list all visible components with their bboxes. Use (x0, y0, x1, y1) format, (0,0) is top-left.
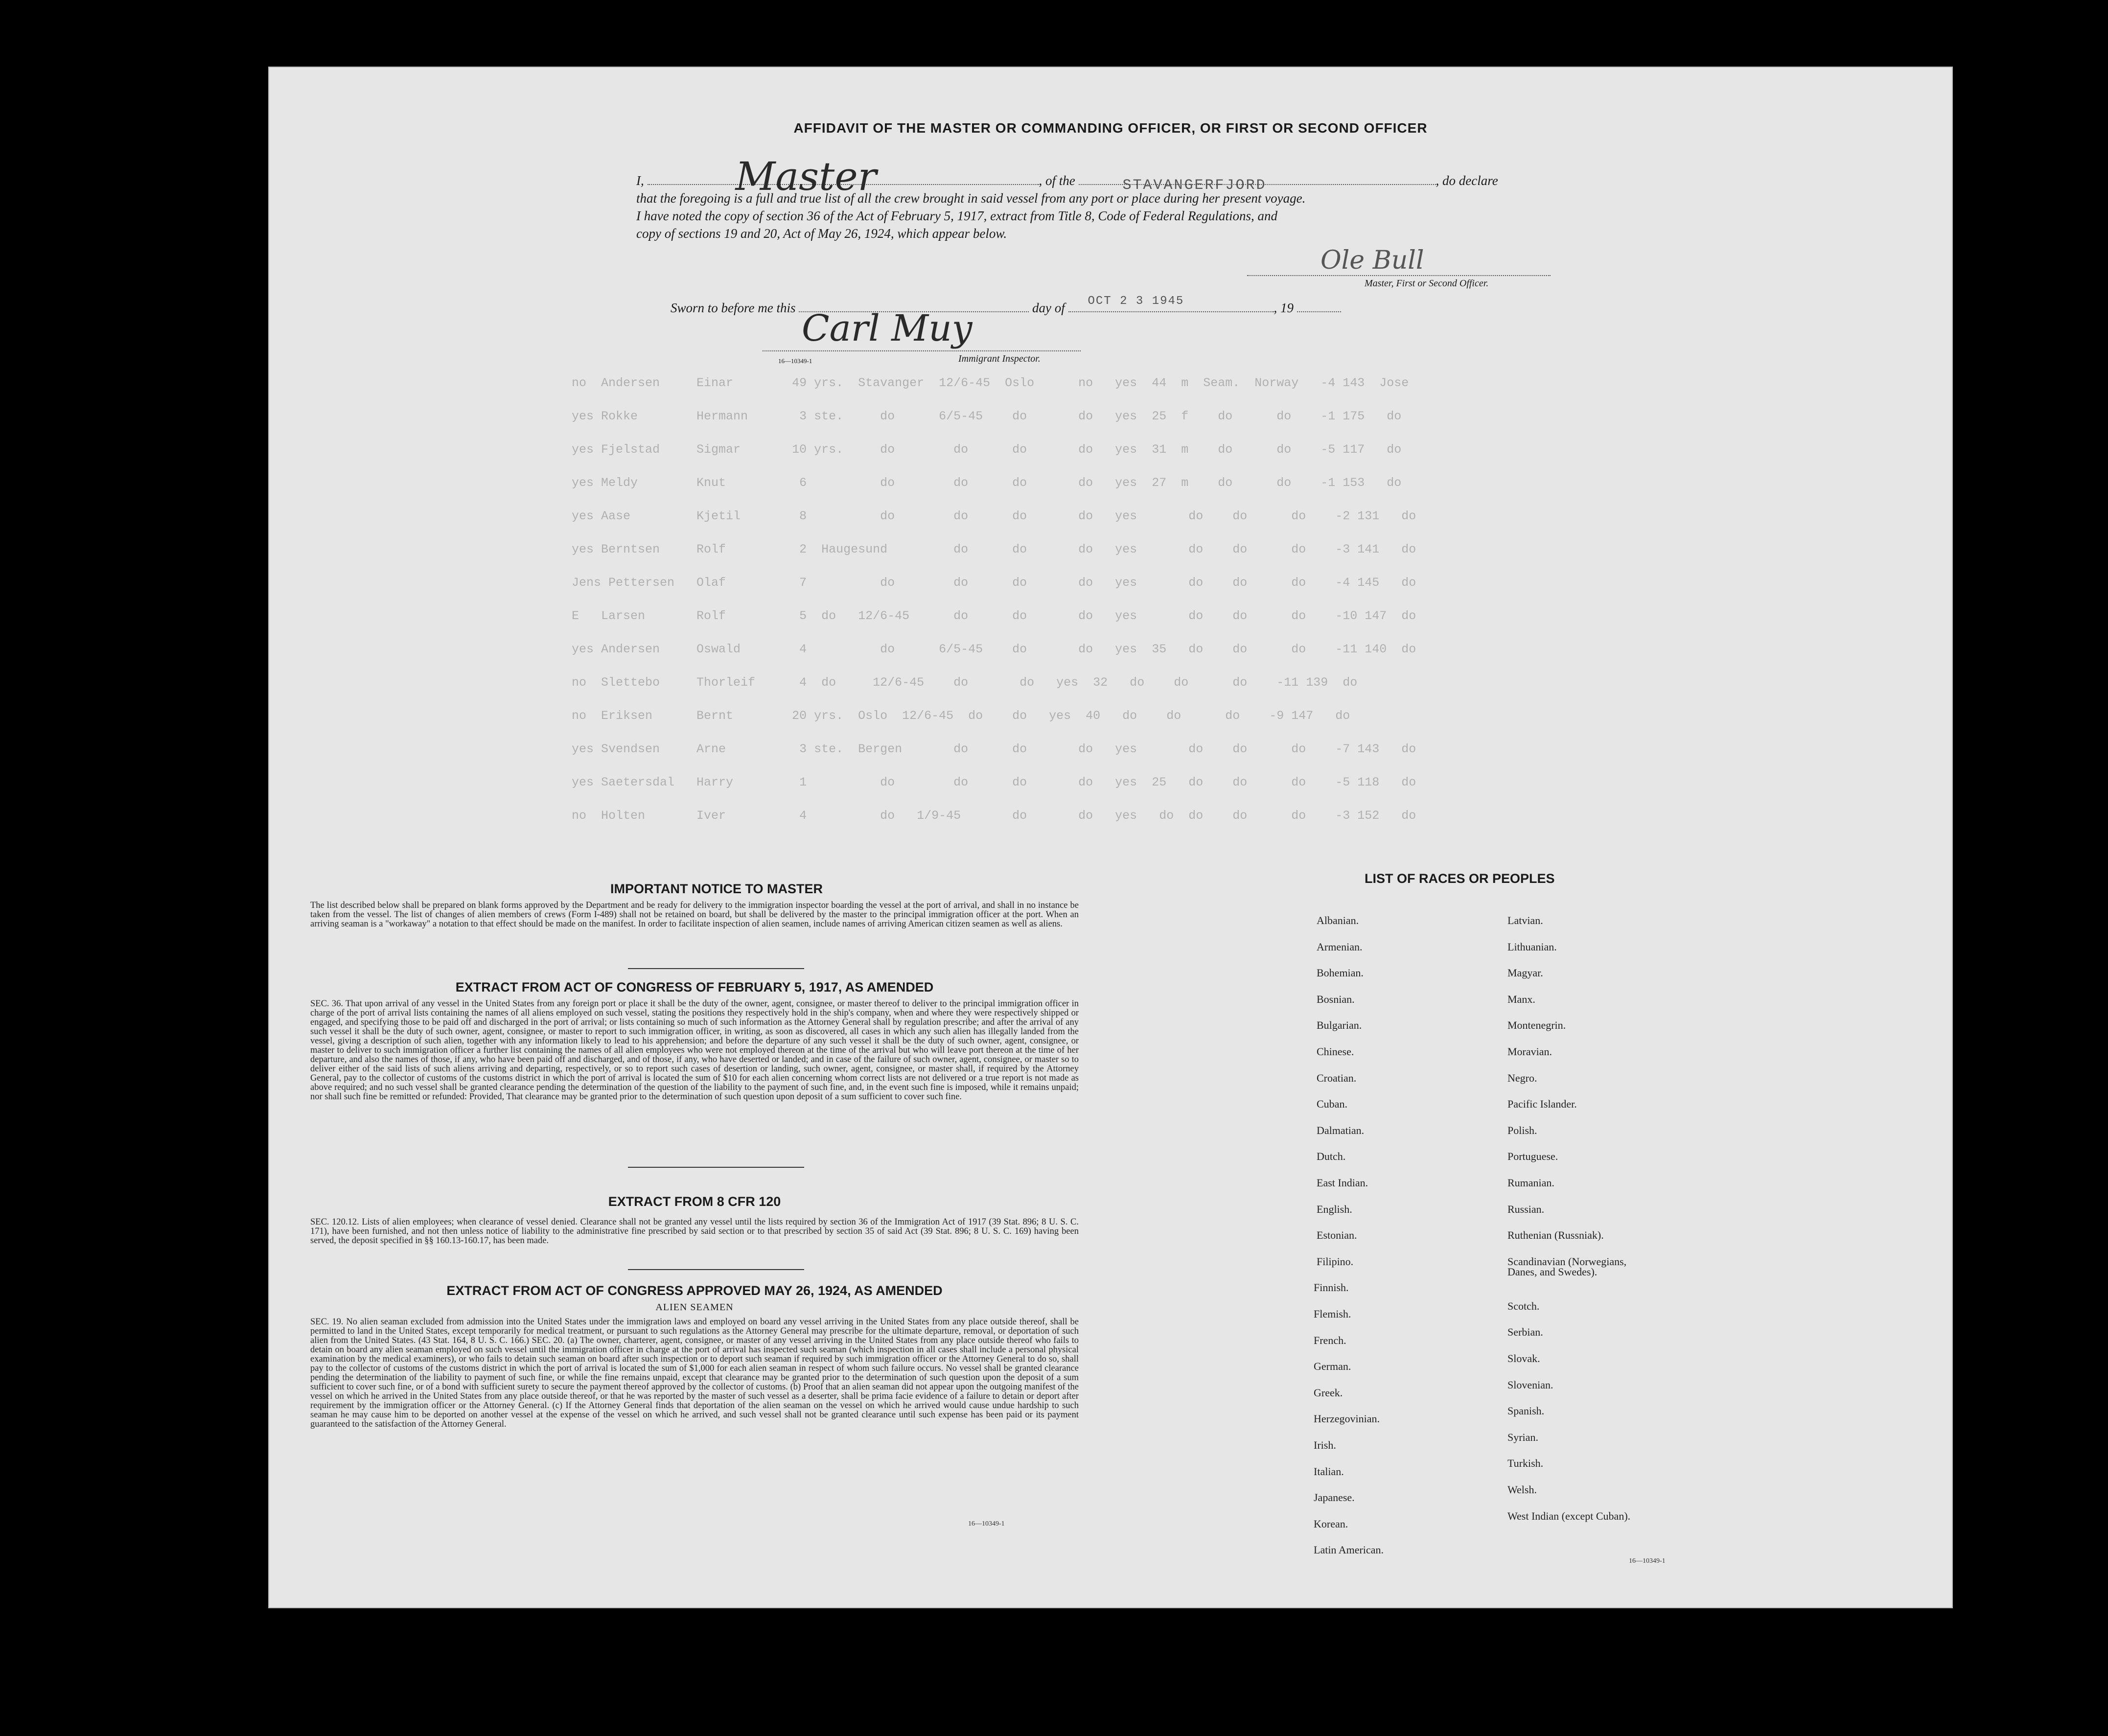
race-item: German. (1314, 1360, 1351, 1373)
race-item: Danes, and Swedes). (1507, 1265, 1598, 1278)
race-item: Bohemian. (1317, 967, 1364, 979)
race-item: Turkish. (1507, 1457, 1544, 1470)
master-name-field (648, 154, 1039, 199)
race-item: East Indian. (1317, 1177, 1368, 1189)
extract-form-number: 16—10349-1 (968, 1520, 1005, 1528)
affidavit-line-3: I have noted the copy of section 36 of the Act of February 5, 1917, extract from Title 8, Code of Federal Regulations, and (636, 208, 1278, 223)
ghost-row: yes Meldy Knut 6 do do do do yes 27 m do do -1 153 do (572, 476, 1402, 490)
race-item: Dutch. (1317, 1150, 1346, 1163)
race-item: Polish. (1507, 1124, 1537, 1136)
race-item: Armenian. (1317, 940, 1363, 953)
race-item: English. (1317, 1203, 1352, 1215)
race-item: Syrian. (1507, 1431, 1538, 1443)
race-item: Lithuanian. (1507, 940, 1557, 953)
year-label: , 19 (1274, 301, 1294, 315)
ghost-row: yes Andersen Oswald 4 do 6/5-45 do do yes 35 do do do -11 140 do (572, 642, 1416, 656)
affidavit-form-number: 16—10349-1 (778, 357, 812, 365)
day-of-label: day of (1032, 301, 1065, 315)
ghost-row: no Slettebo Thorleif 4 do 12/6-45 do do yes 32 do do do -11 139 do (572, 675, 1358, 690)
race-item: Scandinavian (Norwegians, (1507, 1255, 1627, 1268)
ghost-row: yes Svendsen Arne 3 ste. Bergen do do do yes do do do -7 143 do (572, 742, 1416, 756)
race-item: Slovak. (1507, 1352, 1540, 1365)
ghost-row: no Andersen Einar 49 yrs. Stavanger 12/6-45 Oslo no yes 44 m Seam. Norway -4 143 Jose (572, 376, 1409, 390)
sworn-label: Sworn to before me this (671, 301, 796, 315)
inspector-caption: Immigrant Inspector. (958, 353, 1041, 364)
master-signature-caption: Master, First or Second Officer. (1365, 278, 1489, 289)
sworn-date-field (1068, 295, 1274, 312)
races-title: LIST OF RACES OR PEOPLES (1365, 871, 1555, 886)
race-item: Irish. (1314, 1439, 1336, 1451)
extract-1917-title: EXTRACT FROM ACT OF CONGRESS OF FEBRUARY 5, 1917, AS AMENDED (455, 980, 934, 995)
ghost-row: E Larsen Rolf 5 do 12/6-45 do do do yes do do do -10 147 do (572, 609, 1416, 623)
race-item: Scotch. (1507, 1299, 1540, 1312)
race-item: Magyar. (1507, 967, 1543, 979)
race-item: Cuban. (1317, 1098, 1347, 1111)
race-item: Manx. (1507, 993, 1535, 1005)
race-item: Greek. (1314, 1386, 1343, 1399)
vessel-name: STAVANGERFJORD (1122, 177, 1267, 194)
inspector-signature: Carl Muy (802, 307, 973, 349)
race-item: Finnish. (1314, 1281, 1349, 1294)
race-item: Croatian. (1317, 1071, 1357, 1084)
races-form-number: 16—10349-1 (1629, 1557, 1666, 1565)
race-item: Estonian. (1317, 1229, 1357, 1242)
year-field (1297, 311, 1341, 312)
ghost-row: no Eriksen Bernt 20 yrs. Oslo 12/6-45 do do yes 40 do do do -9 147 do (572, 709, 1350, 723)
race-item: Albanian. (1317, 914, 1359, 926)
ghost-row: Jens Pettersen Olaf 7 do do do do yes do do do -4 145 do (572, 576, 1416, 590)
master-name-handwritten: Master (735, 154, 877, 199)
race-item: Welsh. (1507, 1483, 1537, 1496)
ghost-row: yes Fjelstad Sigmar 10 yrs. do do do do yes 31 m do do -5 117 do (572, 442, 1402, 457)
race-item: Italian. (1314, 1465, 1344, 1478)
affidavit-title: AFFIDAVIT OF THE MASTER OR COMMANDING OFFICER, OR FIRST OR SECOND OFFICER (793, 120, 1428, 136)
extract-1924-body: SEC. 19. No alien seaman excluded from admission into the United States under the immigration laws and employed on board any vessel arriving in the United States from any place outside thereof, shall be permitted to land in the United States, except temporarily for medical treatment, or pursuant to such regulations as the Attorney General may prescribe for the ultimate departure, removal, or deportation of such alien from the United States. (43 Stat. 164, 8 U. S. C. 166.) SEC. 20. (a) The owner, charterer, agent, consignee, or master of any vessel arriving in the United States from any place outside thereof who fails to detain on board any alien seaman employed on such vessel until the immigration officer in charge at the port of arrival has inspected such seaman (which inspection in all cases shall include a personal physical examination by the medical examiners), or who fails to detain such seaman on board after such inspection or to deport such seaman if required by such immigration officer or the Attorney General to do so, shall pay to the collector of customs of the customs district in which the port of arrival is located the sum of $1,000 for each alien seaman in respect of whom such failure occurs. No vessel shall be granted clearance pending the determination of the liability to payment of such fine, or while the fine remains unpaid, except that clearance may be granted prior to the determination of such question upon the deposit of a sum sufficient to cover such fine, or of a bond with sufficient surety to secure the payment thereof approved by the collector of customs. (b) Proof that an alien seaman did not appear upon the outgoing manifest of the vessel on which he arrived in the United States from any place outside thereof, or that he was reported by the master of such vessel as a deserter, shall be prima facie evidence of a failure to detain or deport after requirement by the immigration officer or the Attorney General. (c) If the Attorney General finds that deportation of the alien seaman on the vessel on which he arrived would cause undue hardship to such seaman he may cause him to be deported on another vessel at the expense of the vessel on which he arrived, and such vessel shall not be granted clearance until such expense has been paid or its payment guaranteed to the satisfaction of the Attorney General. (310, 1317, 1079, 1429)
race-item: Dalmatian. (1317, 1124, 1365, 1136)
extract-1917-body: SEC. 36. That upon arrival of any vessel in the United States from any foreign port or place it shall be the duty of the owner, agent, consignee, or master thereof to deliver to the principal immigration officer in charge of the port of arrival lists containing the names of all aliens employed on such vessel, stating the positions they respectively hold in the ship's company, when and where they were respectively shipped or engaged, and specifying those to be paid off and discharged in the port of arrival; or lists containing so much of such information as the Attorney General shall by regulation prescribe; and after the arrival of any such vessel it shall be the duty of such owner, agent, consignee, or master to report to such immigration officer, in writing, as soon as discovered, all cases in which any such alien has illegally landed from the vessel, giving a description of such alien, together with any information likely to lead to his apprehension; and before the departure of any such vessel it shall be the duty of such owner, agent, consignee, or master to deliver to such immigration officer a further list containing the names of all alien employees who were not employed thereon at the time of the arrival but who will leave port thereon at the time of her departure, and also the names of those, if any, who have been paid off and discharged, and of those, if any, who have deserted or landed; and in case of the failure of such owner, agent, consignee, or master so to deliver either of the said lists of such aliens arriving and departing, respectively, or so to report such cases of desertion or landing, such owner, agent, consignee, or master shall, if required by the Attorney General, pay to the collector of customs of the customs district in which the port of arrival is located the sum of $10 for each alien concerning whom correct lists are not delivered or a true report is not made as above required; and no such vessel shall be granted clearance pending the determination of the question of the liability to the payment of such fine, and, in the event such fine is imposed, while it remains unpaid; nor shall such fine be remitted or refunded: Provided, That clearance may be granted prior to the determination of such question upon deposit of a sum sufficient to cover such fine. (310, 999, 1079, 1102)
ghost-row: yes Rokke Hermann 3 ste. do 6/5-45 do do yes 25 f do do -1 175 do (572, 409, 1402, 423)
race-item: Latin American. (1314, 1544, 1384, 1556)
race-item: Pacific Islander. (1507, 1098, 1577, 1111)
divider (628, 1269, 804, 1270)
alien-seamen-subtitle: ALIEN SEAMEN (655, 1302, 734, 1313)
race-item: West Indian (except Cuban). (1507, 1509, 1631, 1522)
date-stamp: OCT 2 3 1945 (1088, 295, 1184, 308)
race-item: Moravian. (1507, 1045, 1552, 1058)
race-item: Portuguese. (1507, 1150, 1558, 1163)
race-item: Korean. (1314, 1517, 1348, 1530)
race-item: Japanese. (1314, 1491, 1355, 1504)
race-item: Bulgarian. (1317, 1019, 1362, 1032)
divider (628, 968, 804, 969)
race-item: Chinese. (1317, 1045, 1354, 1058)
ghost-row: yes Saetersdal Harry 1 do do do do yes 25 do do do -5 118 do (572, 775, 1416, 789)
master-signature: Ole Bull (1320, 246, 1424, 275)
race-item: Herzegovinian. (1314, 1412, 1380, 1425)
race-item: Ruthenian (Russniak). (1507, 1229, 1604, 1242)
ghost-row: no Holten Iver 4 do 1/9-45 do do yes do do do do -3 152 do (572, 809, 1416, 823)
extract-cfr-title: EXTRACT FROM 8 CFR 120 (608, 1194, 781, 1209)
race-item: Montenegrin. (1507, 1019, 1566, 1032)
notice-body: The list described below shall be prepared on blank forms approved by the Department and be ready for delivery to the immigration inspector boarding the vessel at the port of arrival, and shall in no instance be taken from the vessel. The list of changes of alien members of crews (Form I-489) shall not be retained on board, but shall be delivered by the master to the principal immigration officer at the port. When an arriving seaman is a "workaway" a notation to that effect should be made on the manifest. In order to facilitate inspection of alien seamen, include names of arriving American citizen seamen as well as aliens. (310, 901, 1079, 929)
ghost-row: yes Berntsen Rolf 2 Haugesund do do do yes do do do -3 141 do (572, 542, 1416, 556)
race-item: Rumanian. (1507, 1177, 1554, 1189)
master-signature-line (1247, 248, 1551, 276)
sworn-line (671, 295, 1341, 316)
extract-cfr-body: SEC. 120.12. Lists of alien employees; when clearance of vessel denied. Clearance shall not be granted any vessel until the lists required by section 36 of the Immigration Act of 1917 (39 Stat. 896; 8 U. S. C. 171), have been furnished, and not then unless notice of liability to the administrative fine prescribed by said section or to that prescribed by section 35 of said Act (39 Stat. 896; 8 U. S. C. 169) having been served, the deposit specified in §§ 160.13-160.17, has been made. (310, 1217, 1079, 1246)
race-item: Latvian. (1507, 914, 1543, 926)
race-item: French. (1314, 1334, 1346, 1346)
affidavit-i: I, (636, 173, 644, 188)
extract-1924-title: EXTRACT FROM ACT OF CONGRESS APPROVED MAY 26, 1924, AS AMENDED (446, 1283, 943, 1298)
race-item: Slovenian. (1507, 1378, 1553, 1391)
race-item: Negro. (1507, 1071, 1537, 1084)
affidavit-declare: , do declare (1436, 173, 1498, 188)
race-item: Flemish. (1314, 1308, 1351, 1320)
race-item: Serbian. (1507, 1326, 1543, 1339)
notice-title: IMPORTANT NOTICE TO MASTER (610, 881, 823, 896)
race-item: Filipino. (1317, 1255, 1354, 1268)
ghost-row: yes Aase Kjetil 8 do do do do yes do do do -2 131 do (572, 509, 1416, 523)
race-item: Russian. (1507, 1203, 1545, 1215)
race-item: Spanish. (1507, 1405, 1545, 1417)
affidavit-of: , of the (1039, 173, 1075, 188)
race-item: Bosnian. (1317, 993, 1355, 1005)
document-sheet (268, 67, 1953, 1608)
vessel-name-field (1079, 177, 1436, 194)
affidavit-line-2: that the foregoing is a full and true list of all the crew brought in said vessel from any port or place during her present voyage. (636, 191, 1306, 206)
affidavit-line-4: copy of sections 19 and 20, Act of May 26, 1924, which appear below. (636, 226, 1007, 241)
divider (628, 1167, 804, 1168)
